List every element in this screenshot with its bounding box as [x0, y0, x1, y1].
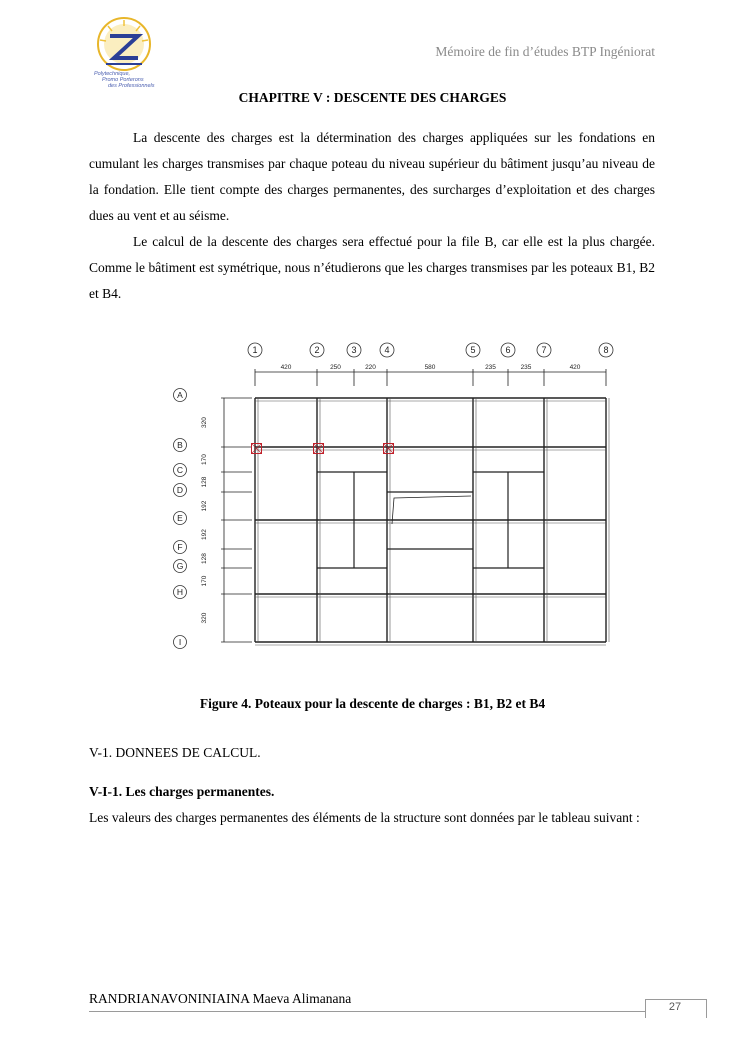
span-label-y: 170 — [201, 575, 208, 587]
span-label-y: 128 — [201, 553, 208, 564]
grid-label-x: 2 — [314, 345, 320, 355]
grid-label-x: 5 — [470, 345, 476, 355]
figure-caption: Figure 4. Poteaux pour la descente de charges : B1, B2 et B4 — [199, 696, 546, 711]
grid-label-x: 4 — [384, 345, 390, 355]
paragraph-intro: La descente des charges est la détermination des charges appliquées sur les fondations en cumulant les charges transmises par chaque poteau du niveau supérieur du bâtiment jusqu’au niveau de la fondation. Elle tient compte des charges permanentes, des surcharges d’exploitation et des charges dues au vent et au séisme. — [89, 130, 655, 223]
section-heading: V-1. DONNEES DE CALCUL. — [89, 745, 261, 760]
page-number: 27 — [668, 1001, 682, 1013]
running-header-title: Mémoire de fin d’études BTP Ingéniorat — [435, 44, 655, 59]
subsection-heading: V-I-1. Les charges permanentes. — [89, 784, 275, 799]
chapter-title: CHAPITRE V : DESCENTE DES CHARGES — [238, 90, 507, 105]
span-label-y: 170 — [201, 454, 208, 465]
footer-divider — [89, 1011, 655, 1012]
grid-label-x: 3 — [351, 345, 357, 355]
span-label-x: 250 — [330, 364, 341, 371]
grid-label-y: D — [176, 485, 184, 495]
grid-label-x: 7 — [541, 345, 547, 355]
grid-label-y: H — [176, 587, 184, 597]
span-label-x: 235 — [520, 364, 532, 371]
grid-label-y: C — [176, 465, 184, 475]
span-label-y: 320 — [201, 417, 208, 428]
grid-label-y: B — [177, 440, 183, 450]
structural-grid-plan — [160, 336, 620, 656]
span-label-y: 192 — [201, 500, 208, 512]
grid-label-y: A — [177, 390, 183, 400]
grid-label-y: E — [177, 513, 183, 523]
grid-label-x: 6 — [505, 345, 511, 355]
span-label-y: 320 — [201, 612, 208, 624]
span-label-x: 420 — [280, 364, 292, 371]
logo-caption: Polytechnique, Promo Porterons des Professionnels — [94, 71, 155, 89]
footer-author: RANDRIANAVONINIAINA Maeva Alimanana — [89, 991, 352, 1006]
paragraph-file-b: Le calcul de la descente des charges sera effectué pour la file B, car elle est la plus chargée. Comme le bâtiment est symétrique, nous n’étudierons que les charges transmises par les poteaux B1, B2 et B4. — [89, 234, 655, 301]
highlighted-column-cross — [384, 444, 394, 454]
grid-label-y: G — [176, 561, 184, 571]
grid-label-y: F — [177, 542, 183, 552]
span-label-y: 192 — [201, 529, 208, 540]
span-label-y: 128 — [201, 476, 208, 488]
span-label-x: 420 — [569, 364, 581, 371]
highlighted-column-cross — [252, 444, 262, 454]
grid-label-x: 1 — [252, 345, 258, 355]
span-label-x: 580 — [424, 364, 436, 371]
grid-label-y: I — [178, 637, 182, 647]
span-label-x: 235 — [485, 364, 496, 371]
paragraph-permanent-loads: Les valeurs des charges permanentes des éléments de la structure sont données par le tableau suivant : — [89, 810, 640, 825]
span-label-x: 220 — [365, 364, 376, 371]
highlighted-column-cross — [314, 444, 324, 454]
grid-label-x: 8 — [603, 345, 609, 355]
